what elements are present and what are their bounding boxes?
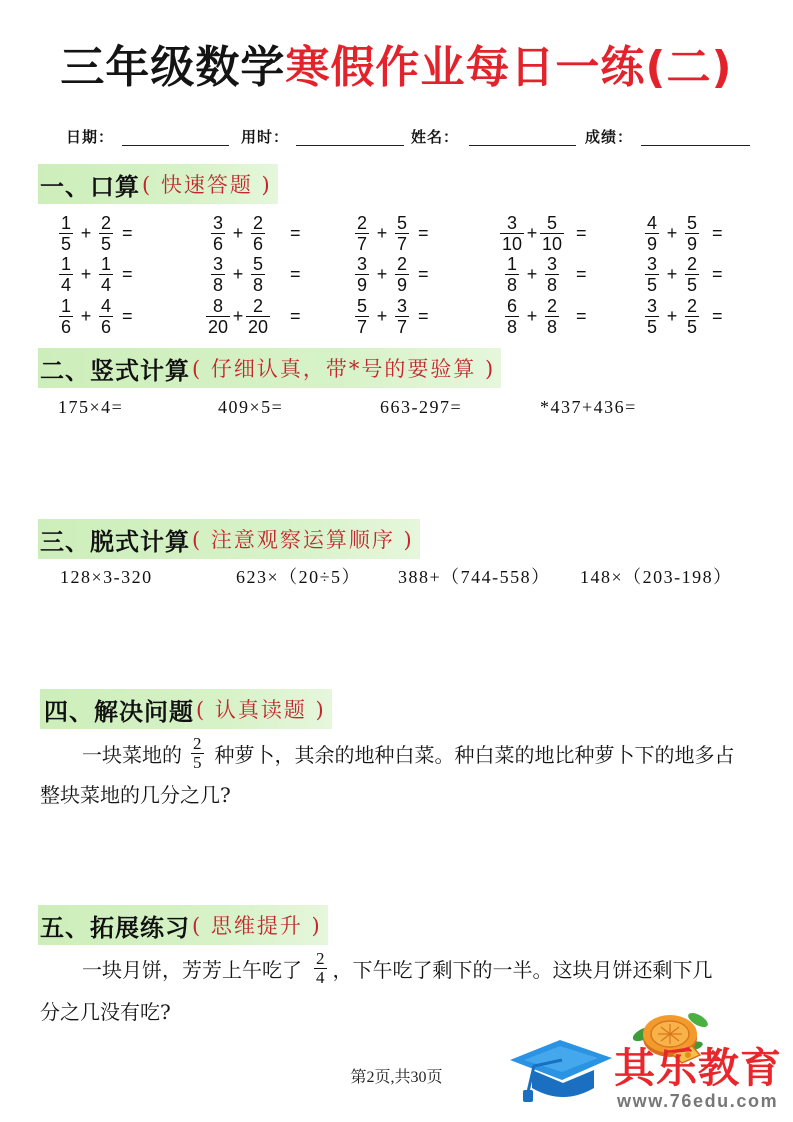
denominator: 4 [100,274,111,295]
numerator: 3 [396,295,407,316]
title-grade-subject: 三年级数学 [60,42,286,93]
plus-operator: + [376,222,388,243]
section-hint: ( 认真读题 ) [196,698,326,722]
score-label: 成绩： [585,128,634,146]
section-vertical-heading [38,348,501,388]
name-blank [469,145,576,146]
fraction [59,296,73,337]
numerator: 2 [252,212,263,233]
section-hint: ( 思维提升 ) [192,914,322,938]
section-title: 二、竖式计算 [40,355,190,385]
numerator: 4 [646,212,657,233]
numerator: 4 [100,295,111,316]
brand-name: 其乐教育 [614,1044,782,1092]
fraction [395,296,409,337]
numerator: 5 [252,253,263,274]
fraction [99,296,113,337]
fraction [540,213,564,254]
fraction-cell [640,254,664,295]
equals-sign: = [290,222,301,243]
denominator: 20 [247,316,269,337]
fraction [211,254,225,295]
oral-problem [640,295,723,337]
fraction-cell [640,213,664,254]
plus-operator: + [666,263,678,284]
numerator: 5 [546,212,557,233]
page-number: 第2页,共30页 [350,1069,443,1086]
numerator: 3 [646,253,657,274]
numerator: 3 [546,253,557,274]
numerator: 1 [60,212,71,233]
numerator: 2 [252,295,263,316]
denominator: 10 [541,233,563,254]
problem-text: 分之几没有吃? [40,999,171,1024]
equals-sign: = [576,263,587,284]
numerator: 5 [356,295,367,316]
numerator: 2 [546,295,557,316]
numerator: 3 [646,295,657,316]
fraction [355,254,369,295]
denominator: 8 [506,316,517,337]
problem-text: 一块月饼，芳芳上午吃了 [82,957,302,982]
denominator: 6 [252,233,263,254]
numerator: 2 [100,212,111,233]
fraction [251,254,265,295]
stepwise-calc-item: 148×（203-198） [580,567,733,587]
fraction-cell [350,213,374,254]
oral-problem [54,295,133,337]
oral-problem [500,295,587,337]
denominator: 9 [356,274,367,295]
time-label: 用时： [241,128,290,146]
denominator: 5 [60,233,71,254]
denominator: 9 [686,233,697,254]
fraction-cell [94,254,118,295]
plus-operator: + [376,305,388,326]
fraction-cell [390,213,414,254]
oral-problem [54,212,133,254]
denominator: 9 [646,233,657,254]
denominator: 5 [686,316,697,337]
denominator: 6 [100,316,111,337]
student-info-row [0,126,793,148]
fraction [59,213,73,254]
fraction [645,213,659,254]
oral-problem [206,295,301,337]
problem-line [82,947,713,989]
fraction-cell [94,213,118,254]
fraction-cell [94,296,118,337]
equals-sign: = [290,263,301,284]
section-hint: ( 快速答题 ) [142,173,272,197]
denominator: 10 [501,233,523,254]
plus-operator: + [80,263,92,284]
plus-operator: + [526,263,538,284]
stepwise-calc-item: 623×（20÷5） [236,567,362,587]
fraction-cell [540,213,564,254]
denominator: 4 [60,274,71,295]
numerator: 2 [686,295,697,316]
problem-line [40,782,231,807]
fraction-cell [680,296,704,337]
plus-operator: + [526,305,538,326]
plus-operator: + [526,222,538,243]
denominator: 8 [212,274,223,295]
fraction-cell [640,296,664,337]
score-blank [641,145,750,146]
denominator: 6 [60,316,71,337]
plus-operator: + [232,263,244,284]
plus-operator: + [80,305,92,326]
problem-line [40,999,171,1024]
fraction [645,254,659,295]
title-homework-name: 寒假作业每日一练(二) [285,42,733,93]
denominator: 7 [396,233,407,254]
vertical-calc-item: *437+436= [540,397,637,417]
fraction [395,254,409,295]
oral-problem [206,253,301,295]
stepwise-calc-item: 388+（744-558） [398,567,551,587]
brand-url: www.76edu.com [617,1091,779,1111]
denominator: 8 [252,274,263,295]
equals-sign: = [712,305,723,326]
denominator: 5 [646,274,657,295]
time-blank [296,145,404,146]
graduation-cap-icon [508,1036,614,1104]
fraction-cell [54,213,78,254]
vertical-calc-item: 409×5= [218,397,284,417]
fraction [545,296,559,337]
numerator: 2 [316,948,325,968]
plus-operator: + [232,222,244,243]
denominator: 8 [506,274,517,295]
denominator: 5 [193,752,202,772]
section-title: 三、脱式计算 [40,526,190,556]
fraction-cell [390,296,414,337]
section-stepwise-heading [38,519,420,559]
fraction [251,213,265,254]
equals-sign: = [712,263,723,284]
denominator: 7 [356,233,367,254]
fraction [211,213,225,254]
fraction-cell [390,254,414,295]
equals-sign: = [418,222,429,243]
name-label: 姓名： [411,128,460,146]
problem-text: 一块菜地的 [82,742,182,767]
fraction [685,296,699,337]
numerator: 1 [60,253,71,274]
fraction-cell [680,213,704,254]
numerator: 1 [60,295,71,316]
numerator: 2 [396,253,407,274]
fraction [246,296,270,337]
fraction [355,213,369,254]
problem-text: ，下午吃了剩下的一半。这块月饼还剩下几 [332,957,713,982]
denominator: 8 [546,274,557,295]
fraction [59,254,73,295]
fraction-cell [246,213,270,254]
denominator: 20 [207,316,229,337]
fraction [355,296,369,337]
fraction [191,735,204,772]
oral-problem [640,253,723,295]
denominator: 4 [316,967,325,987]
plus-operator: + [666,305,678,326]
fraction-cell [206,296,230,337]
oral-problem [350,295,429,337]
numerator: 3 [506,212,517,233]
fraction-cell [680,254,704,295]
denominator: 6 [212,233,223,254]
stepwise-calc-item: 128×3-320 [60,567,153,587]
oral-problem [640,212,723,254]
plus-operator: + [232,305,244,326]
page-title [0,40,793,96]
equals-sign: = [576,222,587,243]
date-label: 日期： [66,128,115,146]
denominator: 7 [396,316,407,337]
fraction [645,296,659,337]
equals-sign: = [290,305,301,326]
oral-problem [54,253,133,295]
oral-problem [350,253,429,295]
denominator: 7 [356,316,367,337]
fraction [545,254,559,295]
oral-problem [500,212,587,254]
oral-problem [500,253,587,295]
vertical-calc-item: 175×4= [58,397,124,417]
vertical-calc-item: 663-297= [380,397,463,417]
numerator: 3 [212,212,223,233]
section-extension-heading [38,905,328,945]
fraction-cell [500,254,524,295]
numerator: 1 [506,253,517,274]
equals-sign: = [576,305,587,326]
fraction [500,213,524,254]
plus-operator: + [376,263,388,284]
numerator: 8 [212,295,223,316]
section-hint: ( 注意观察运算顺序 ) [192,528,414,552]
fraction-cell [500,296,524,337]
numerator: 2 [686,253,697,274]
fraction [505,296,519,337]
denominator: 5 [100,233,111,254]
section-title: 五、拓展练习 [40,912,190,942]
section-problem-heading [40,689,332,729]
fraction [685,254,699,295]
fraction-cell [500,213,524,254]
problem-text: 种萝卜，其余的地种白菜。种白菜的地比种萝卜下的地多占 [214,742,735,767]
section-title: 四、解决问题 [44,696,194,726]
equals-sign: = [418,305,429,326]
oral-problem [350,212,429,254]
fraction-cell [206,213,230,254]
plus-operator: + [80,222,92,243]
fraction [505,254,519,295]
denominator: 5 [686,274,697,295]
date-blank [122,145,229,146]
fraction-cell [350,254,374,295]
fraction-cell [54,254,78,295]
section-oral-heading [38,164,278,204]
equals-sign: = [122,263,133,284]
numerator: 6 [506,295,517,316]
fraction-cell [246,254,270,295]
equals-sign: = [418,263,429,284]
denominator: 8 [546,316,557,337]
numerator: 5 [396,212,407,233]
equals-sign: = [122,305,133,326]
numerator: 2 [356,212,367,233]
problem-line [82,732,735,774]
fraction-cell [246,296,270,337]
fraction-cell [350,296,374,337]
numerator: 5 [686,212,697,233]
section-hint: ( 仔细认真，带*号的要验算 ) [192,357,496,381]
section-title: 一、口算 [40,171,140,201]
fraction [685,213,699,254]
oral-problem [206,212,301,254]
numerator: 3 [212,253,223,274]
numerator: 3 [356,253,367,274]
fraction [314,950,327,987]
fraction-cell [206,254,230,295]
numerator: 2 [193,733,202,753]
fraction-cell [54,296,78,337]
plus-operator: + [666,222,678,243]
denominator: 9 [396,274,407,295]
denominator: 5 [646,316,657,337]
fraction-cell [540,296,564,337]
problem-text: 整块菜地的几分之几? [40,782,231,807]
equals-sign: = [122,222,133,243]
equals-sign: = [712,222,723,243]
fraction [395,213,409,254]
fraction [206,296,230,337]
fraction [99,213,113,254]
fraction [99,254,113,295]
fraction-cell [540,254,564,295]
numerator: 1 [100,253,111,274]
